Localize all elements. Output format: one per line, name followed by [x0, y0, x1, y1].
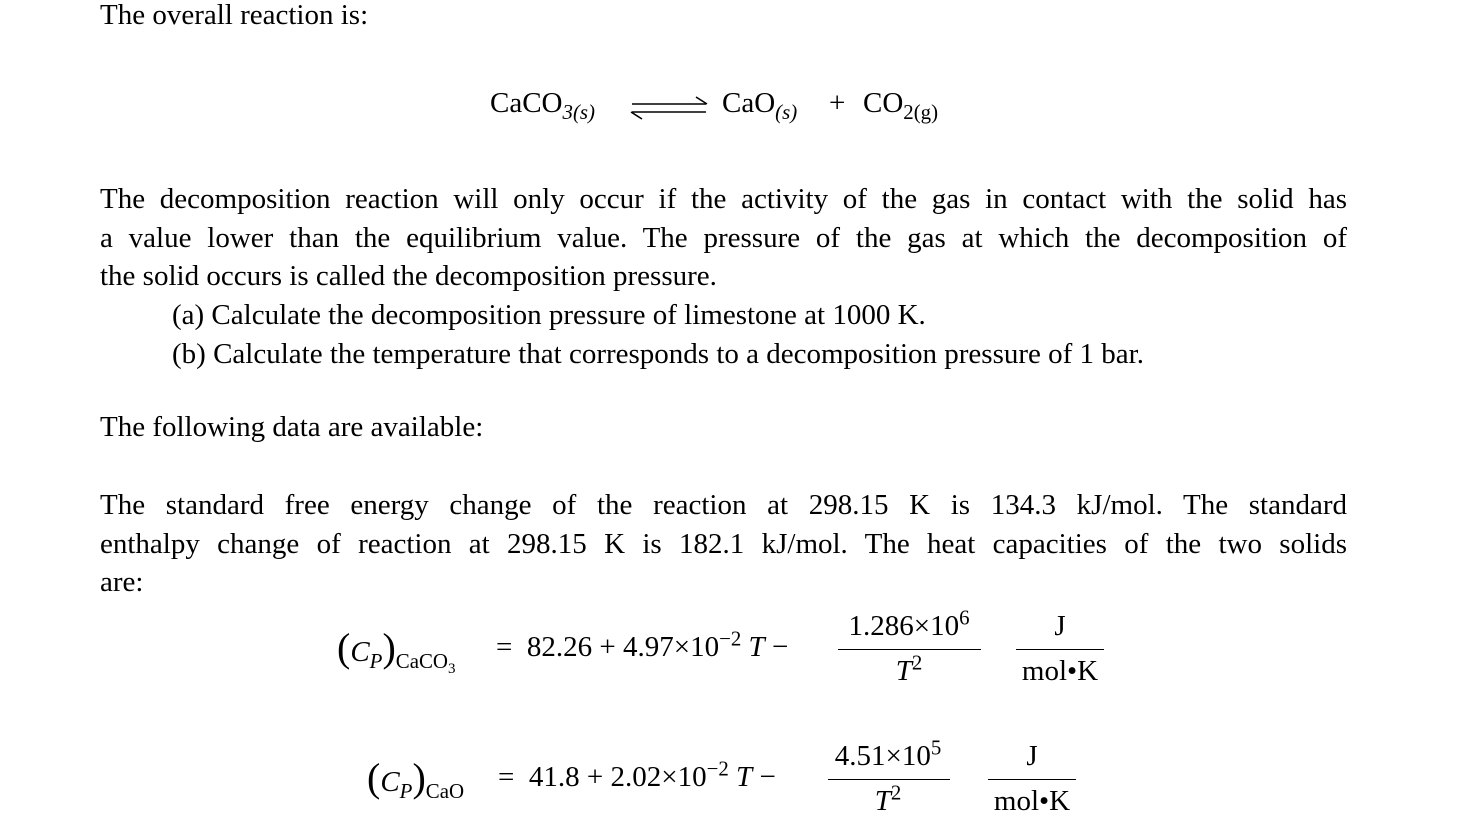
eq2-fraction-bar	[828, 779, 950, 780]
eq1-unit-bar	[1016, 649, 1104, 650]
paragraph-line: The decomposition reaction will only occur if the activity of the gas in contact with the solid has	[100, 183, 1347, 215]
product-cao: CaO$_{(s)}$	[722, 87, 798, 124]
eq2-unit: J mol•K	[993, 740, 1071, 817]
product-co2: $CO_{2(g)}$	[863, 87, 939, 124]
intro-text: The overall reaction is:	[100, 0, 369, 31]
eq1-lhs: $(C_P)_{CaCO_3}$	[337, 625, 456, 677]
paragraph-line: the solid occurs is called the decomposition pressure.	[100, 260, 717, 292]
paragraph-data	[100, 486, 1347, 602]
eq1-rhs: = $82.26 + 4.97\times 10^{-2}$ T −	[496, 626, 789, 663]
eq2-rhs: = $41.8 + 2.02\times 10^{-2}$ T −	[498, 756, 776, 793]
eq1-unit: J mol•K	[1021, 610, 1099, 687]
reaction-equation	[490, 87, 595, 124]
paragraph-decomposition	[100, 180, 1347, 296]
eq1-fraction-bar	[838, 649, 981, 650]
question-b: (b) Calculate the temperature that corresponds to a decomposition pressure of 1 bar.	[172, 338, 1144, 370]
paragraph-line: The standard free energy change of the reaction at 298.15 K is 134.3 kJ/mol. The standard	[100, 489, 1347, 521]
paragraph-line: a value lower than the equilibrium value. The pressure of the gas at which the decomposition of	[100, 221, 1347, 254]
eq2-fraction: $4.51\times 10^5$ $T^2$	[834, 735, 942, 817]
eq2-unit-bar	[988, 779, 1076, 780]
data-intro: The following data are available:	[100, 411, 484, 443]
reactant: CaCO$_{3(s)}$	[490, 87, 595, 124]
eq1-fraction: $1.286\times 10^6$ $T^2$	[848, 605, 970, 687]
paragraph-line: are:	[100, 566, 144, 598]
question-a: (a) Calculate the decomposition pressure of limestone at 1000 K.	[172, 299, 926, 331]
equilibrium-arrow-icon	[628, 95, 710, 121]
paragraph-line: enthalpy change of reaction at 298.15 K is 182.1 kJ/mol. The heat capacities of the two solids	[100, 527, 1347, 560]
eq2-lhs: $(C_P)_{CaO}$	[367, 755, 465, 803]
plus-sign: +	[829, 87, 846, 119]
